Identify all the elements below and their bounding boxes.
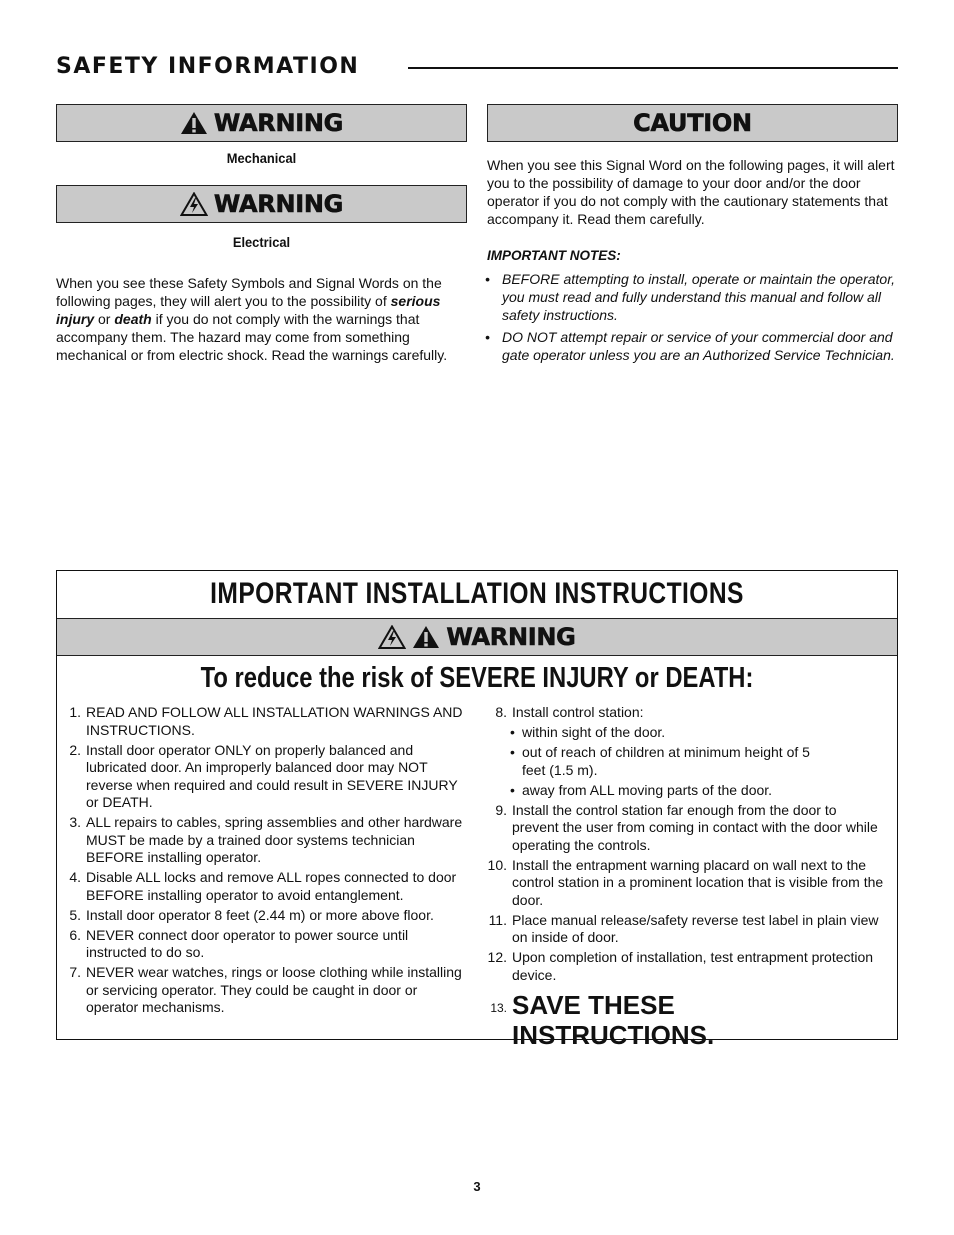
list-item [56, 742, 468, 812]
item-number: 5. [69, 906, 81, 923]
note-text: BEFORE attempting to install, operate or maintain the operator, you must read and fully understand this manual and follow all safety instructions. [502, 271, 895, 323]
warning-word: WARNING [213, 109, 344, 137]
item-number: 13. [490, 1001, 507, 1015]
item-text: NEVER connect door operator to power source until instructed to do so. [86, 926, 409, 960]
para-text: When you see these Safety Symbols and Signal Words on the following pages, they will alert you to the possibility of [56, 275, 442, 309]
item-number: 11. [488, 911, 507, 928]
electrical-hazard-icon [378, 625, 406, 649]
warning-triangle-icon [412, 625, 440, 649]
list-item [56, 869, 468, 904]
important-notes-list [485, 270, 898, 364]
warning-word: WARNING [446, 623, 576, 651]
item-number: 8. [495, 704, 507, 720]
note-item [485, 270, 898, 324]
item-number: 6. [69, 926, 81, 943]
caution-paragraph: When you see this Signal Word on the following pages, it will alert you to the possibility of damage to your door and/or the door operator if you do not comply with the cautionary statements that accompany it. Read them carefully. [487, 157, 895, 227]
warning-triangle-icon [180, 111, 208, 135]
list-item [56, 964, 468, 1017]
list-item [56, 927, 468, 962]
bullet: • [485, 329, 490, 345]
electrical-caption: Electrical [232, 234, 291, 250]
item-number: 1. [69, 704, 81, 720]
sub-item [482, 782, 884, 800]
item-number: 12. [487, 949, 507, 965]
page-number: 3 [473, 1179, 481, 1194]
sub-item [482, 724, 884, 742]
installation-title: IMPORTANT INSTALLATION INSTRUCTIONS [210, 577, 744, 610]
installation-list-right [482, 704, 884, 1053]
caution-box [487, 104, 898, 142]
electrical-warning-box [56, 185, 467, 223]
caution-word: CAUTION [633, 109, 752, 137]
para-text: if you do not comply with the warnings that accompany them. The hazard may come from something mechanical or from electric shock. Read the warnings carefully. [56, 311, 448, 363]
mechanical-warning-box [56, 104, 467, 142]
item-text: Disable ALL locks and remove ALL ropes connected to door BEFORE installing operator to avoid entanglement. [86, 869, 457, 903]
item-text: Install the entrapment warning placard on wall next to the control station in a prominent location that is visible from the door. [512, 856, 884, 908]
list-item [56, 814, 468, 867]
save-instructions-item [482, 990, 884, 1050]
safety-symbols-paragraph [56, 274, 454, 364]
sub-item-text: away from ALL moving parts of the door. [522, 781, 773, 798]
installation-list-left [56, 704, 468, 1019]
item-text: Upon completion of installation, test entrapment protection device. [512, 949, 874, 983]
installation-subtitle: To reduce the risk of SEVERE INJURY or DEATH: [200, 662, 754, 694]
para-text: or [94, 311, 115, 327]
electrical-hazard-icon [180, 192, 208, 216]
warning-word: WARNING [213, 190, 344, 218]
item-number: 10. [487, 856, 507, 873]
list-item [482, 857, 884, 910]
item-text: NEVER wear watches, rings or loose clothing while installing or servicing operator. They could be caught in door or operator mechanisms. [86, 964, 462, 1015]
installation-warning-band [57, 618, 897, 656]
important-notes-title: IMPORTANT NOTES: [487, 248, 621, 263]
list-item [482, 802, 884, 855]
bullet: • [510, 724, 515, 740]
list-item [56, 907, 468, 925]
list-item [482, 704, 884, 722]
serious-injury-text: serious injury [56, 293, 441, 327]
item-text: Install door operator ONLY on properly balanced and lubricated door. An improperly balanced door may NOT reverse when required and could result in SEVERE INJURY or DEATH. [86, 741, 458, 810]
item-text: Install door operator 8 feet (2.44 m) or more above floor. [86, 906, 434, 923]
note-text: DO NOT attempt repair or service of your commercial door and gate operator unless you are an Authorized Service Technician. [502, 329, 895, 363]
section-rule [408, 67, 898, 69]
sub-item-text: within sight of the door. [522, 724, 666, 740]
item-text: ALL repairs to cables, spring assemblies and other hardware MUST be made by a trained door systems technician BEFORE installing operator. [86, 814, 463, 865]
item-text: Install the control station far enough from the door to prevent the user from coming in contact with the door while operating the controls. [512, 801, 878, 853]
item-number: 3. [69, 814, 81, 830]
bullet: • [510, 781, 515, 798]
sub-item [482, 744, 884, 779]
item-text: Install control station: [512, 704, 644, 720]
item-text: Place manual release/safety reverse test label in plain view on inside of door. [512, 911, 879, 945]
bullet: • [510, 744, 515, 760]
sub-item-text: out of reach of children at minimum height of 5 feet (1.5 m). [522, 744, 810, 778]
section-title: SAFETY INFORMATION [56, 54, 360, 79]
item-text: READ AND FOLLOW ALL INSTALLATION WARNINGS AND INSTRUCTIONS. [86, 704, 463, 738]
note-item [485, 328, 898, 364]
item-number: 4. [69, 869, 81, 885]
mechanical-caption: Mechanical [226, 150, 297, 166]
list-item [56, 704, 468, 739]
item-number: 2. [69, 741, 81, 758]
item-number: 9. [495, 801, 507, 818]
item-number: 7. [69, 964, 81, 980]
list-item [482, 912, 884, 947]
save-instructions-text: SAVE THESE INSTRUCTIONS. [512, 990, 715, 1050]
bullet: • [485, 271, 490, 287]
list-item [482, 949, 884, 984]
death-text: death [114, 311, 152, 327]
